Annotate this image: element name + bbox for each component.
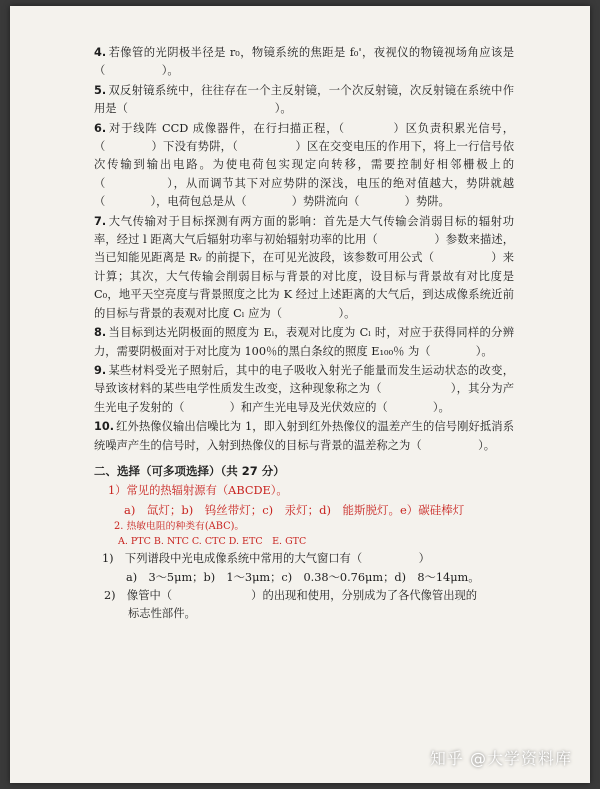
mc-options-thermistor: A. PTC B. NTC C. CTC D. ETC E. GTC	[118, 536, 307, 548]
question-6: 6. 对于线阵 CCD 成像器件，在行扫描正程，（ ）区负责积累光信号，（ ）下没有势阱，（ ）区在交变电压的作用下，将上一行信号依次传输到输出电路。为使电荷包实现定向转移，需要控制好相邻栅极上的（ ），从而调节其下对应势阱的深浅，电压的绝对值越大，势阱就越（ ），电荷包总是从（ ）势阱流向（ ）势阱。	[94, 121, 514, 209]
question-9: 9. 某些材料受光子照射后，其中的电子吸收入射光子能量而发生运动状态的改变，导致该材料的某些电学性质发生改变，这种现象称之为（ ），其分为产生光电子发射的（ ）和产生光电导及光伏效应的（ ）。	[94, 363, 514, 414]
page-content	[94, 44, 514, 624]
mc-options-heat-sources: a) 氙灯；b) 钨丝带灯；c) 汞灯；d) 能斯脱灯。e）碳硅棒灯	[124, 502, 465, 517]
section-title: 二、选择（可多项选择）（共 27 分）	[94, 463, 285, 478]
question-10: 10. 红外热像仪输出信噪比为 1，即入射到红外热像仪的温差产生的信号刚好抵消系统噪声产生的信号时，入射到热像仪的目标与背景的温差称之为（ ）。	[94, 420, 514, 452]
question-7: 7. 大气传输对于目标探测有两方面的影响：首先是大气传输会消弱目标的辐射功率，经过 l 距离大气后辐射功率与初始辐射功率的比用（ ）参数来描述，当已知能见距离是 Rᵥ 的前提下，在可见光波段，该参数可用公式（ ）来计算；其次，大气传输会削弱目标与背景的对比度，设目标与背景故有对比度是 C₀，地平天空亮度与背景照度之比为 K 经过上述距离的大气后，到达成像系统近前的目标与背景的表观对比度 Cₗ 应为（ ）。	[94, 214, 514, 320]
mc-question-image-tube-text: 2) 像管中（ ）的出现和使用，分别成为了各代像管出现的	[104, 588, 478, 602]
question-5: 5. 双反射镜系统中，往往存在一个主反射镜，一个次反射镜，次反射镜在系统中作用是（ ）。	[94, 83, 514, 116]
mc-question-image-tube	[104, 587, 514, 624]
mc-question-atmospheric-window	[102, 550, 514, 587]
mc-options-atmospheric-window: a) 3～5μm；b) 1～3μm；c) 0.38～0.76μm；d) 8～14μm。	[126, 570, 480, 584]
exam-page	[10, 6, 590, 783]
mc-question-thermistor: 2. 热敏电阻的种类有(ABC)。	[114, 521, 245, 533]
mc-question-heat-sources: 1）常见的热辐射源有（ABCDE）。	[108, 484, 288, 498]
zhihu-watermark: 知乎 @大学资料库	[429, 749, 572, 768]
question-8: 8. 当目标到达光阴极面的照度为 Eᵢ，表观对比度为 Cₗ 时，对应于获得同样的分辨力，需要阴极面对于对比度为 100％的黑白条纹的照度 E₁₀₀％ 为（ ）。	[94, 326, 514, 358]
mc-question-atmospheric-window-text: 1) 下列谱段中光电成像系统中常用的大气窗口有（ ）	[102, 552, 430, 566]
mc-question-image-tube-cont: 标志性部件。	[128, 607, 196, 621]
question-4: 4. 若像管的光阴极半径是 r₀，物镜系统的焦距是 f₀'，夜视仪的物镜视场角应该是（ ）。	[94, 46, 514, 78]
